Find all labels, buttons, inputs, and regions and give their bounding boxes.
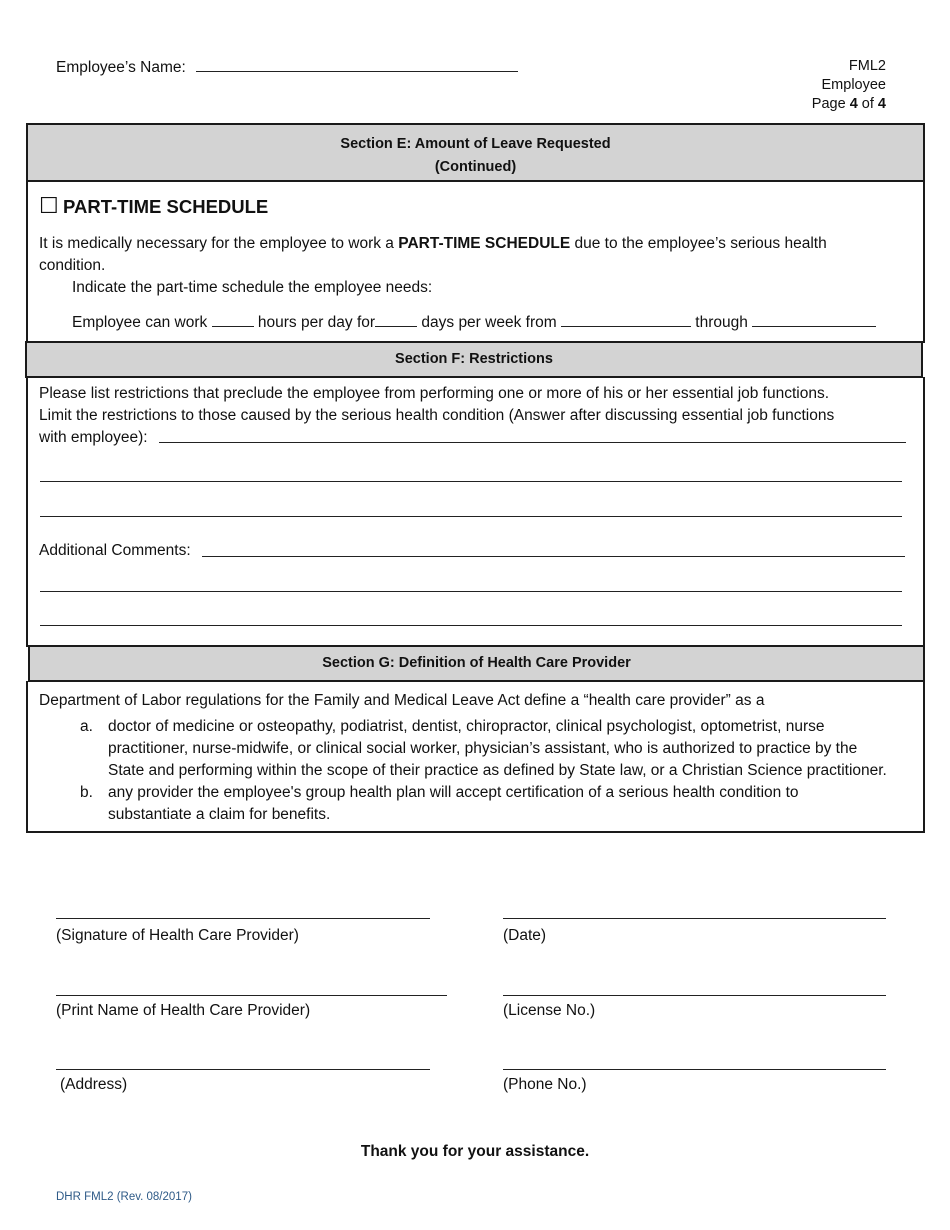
restrictions-field-2[interactable] — [40, 481, 902, 482]
additional-comments-field-1[interactable] — [202, 556, 905, 557]
address-label: (Address) — [60, 1076, 128, 1093]
address-field[interactable] — [56, 1069, 430, 1070]
restrictions-line1: Please list restrictions that preclude the employee from performing one or more of his or her essential job functions. — [39, 385, 830, 402]
section-f-body — [26, 377, 925, 647]
restrictions-field-1[interactable] — [159, 442, 906, 443]
schedule-instruction: Indicate the part-time schedule the employee needs: — [72, 279, 433, 296]
section-e-header — [26, 123, 925, 182]
additional-comments-label: Additional Comments: — [39, 542, 191, 559]
part-time-row — [39, 194, 268, 219]
section-f-header — [25, 341, 923, 378]
form-id-block — [812, 57, 886, 114]
page-total: 4 — [877, 96, 886, 112]
days-per-week-field[interactable] — [375, 312, 417, 327]
signature-label: (Signature of Health Care Provider) — [56, 927, 299, 944]
definition-marker-a: a. — [80, 718, 93, 735]
date-label: (Date) — [503, 927, 547, 944]
thank-you-note: Thank you for your assistance. — [360, 1143, 590, 1160]
definition-item-a: a. doctor of medicine or osteopathy, podiatrist, dentist, chiropractor, clinical psychologist, optometrist, nurse practitioner, nurse-midwife, or clinical social worker, physician’s assistant, who is authorized to practice by the State and performing within the scope of their practice as defined by State law, or a Christian Science practitioner. — [80, 718, 887, 779]
additional-comments-field-3[interactable] — [40, 625, 902, 626]
license-field[interactable] — [503, 995, 886, 996]
form-code: FML2 — [848, 58, 886, 74]
through-date-field[interactable] — [752, 312, 876, 327]
section-e-subtitle: (Continued) — [434, 159, 517, 175]
phone-label: (Phone No.) — [503, 1076, 587, 1093]
form-revision: DHR FML2 (Rev. 08/2017) — [56, 1191, 192, 1203]
signature-field[interactable] — [56, 918, 430, 919]
section-g-body — [26, 681, 925, 833]
section-e-title: Section E: Amount of Leave Requested — [340, 136, 611, 152]
definition-marker-b: b. — [80, 784, 93, 801]
form-audience: Employee — [821, 77, 886, 93]
part-time-checkbox[interactable]: ☐ — [39, 194, 59, 219]
restrictions-line2: Limit the restrictions to those caused by the serious health condition (Answer after discussing essential job functions — [39, 407, 835, 424]
definition-item-b: b. any provider the employee's group health plan will accept certification of a serious health condition to substantiate a claim for benefits. — [80, 784, 799, 823]
phone-field[interactable] — [503, 1069, 886, 1070]
schedule-row: Employee can work hours per day for days per week from through — [72, 312, 876, 332]
date-field[interactable] — [503, 918, 886, 919]
additional-comments-field-2[interactable] — [40, 591, 902, 592]
part-time-bold: PART-TIME SCHEDULE — [398, 235, 571, 252]
employee-name-row — [56, 57, 518, 77]
page-current: 4 — [849, 96, 858, 112]
section-g-header — [28, 645, 925, 682]
section-f-title: Section F: Restrictions — [395, 351, 553, 367]
hours-per-day-field[interactable] — [212, 312, 254, 327]
restrictions-line3: with employee): — [39, 429, 148, 446]
definition-intro: Department of Labor regulations for the Family and Medical Leave Act define a “health care provider” as a — [39, 692, 765, 709]
from-date-field[interactable] — [561, 312, 691, 327]
employee-name-field[interactable] — [196, 57, 518, 72]
section-e-body — [26, 181, 925, 343]
license-label: (License No.) — [503, 1002, 596, 1019]
part-time-paragraph-line1: It is medically necessary for the employee to work a PART-TIME SCHEDULE due to the employee’s serious health — [39, 235, 827, 252]
print-name-label: (Print Name of Health Care Provider) — [56, 1002, 311, 1019]
employee-name-label: Employee’s Name: — [56, 59, 186, 76]
part-time-heading: PART-TIME SCHEDULE — [63, 196, 269, 217]
part-time-paragraph-line2: condition. — [39, 257, 106, 274]
restrictions-field-3[interactable] — [40, 516, 902, 517]
page-indicator: Page 4 of 4 — [811, 96, 886, 112]
print-name-field[interactable] — [56, 995, 447, 996]
section-g-title: Section G: Definition of Health Care Provider — [322, 655, 631, 671]
